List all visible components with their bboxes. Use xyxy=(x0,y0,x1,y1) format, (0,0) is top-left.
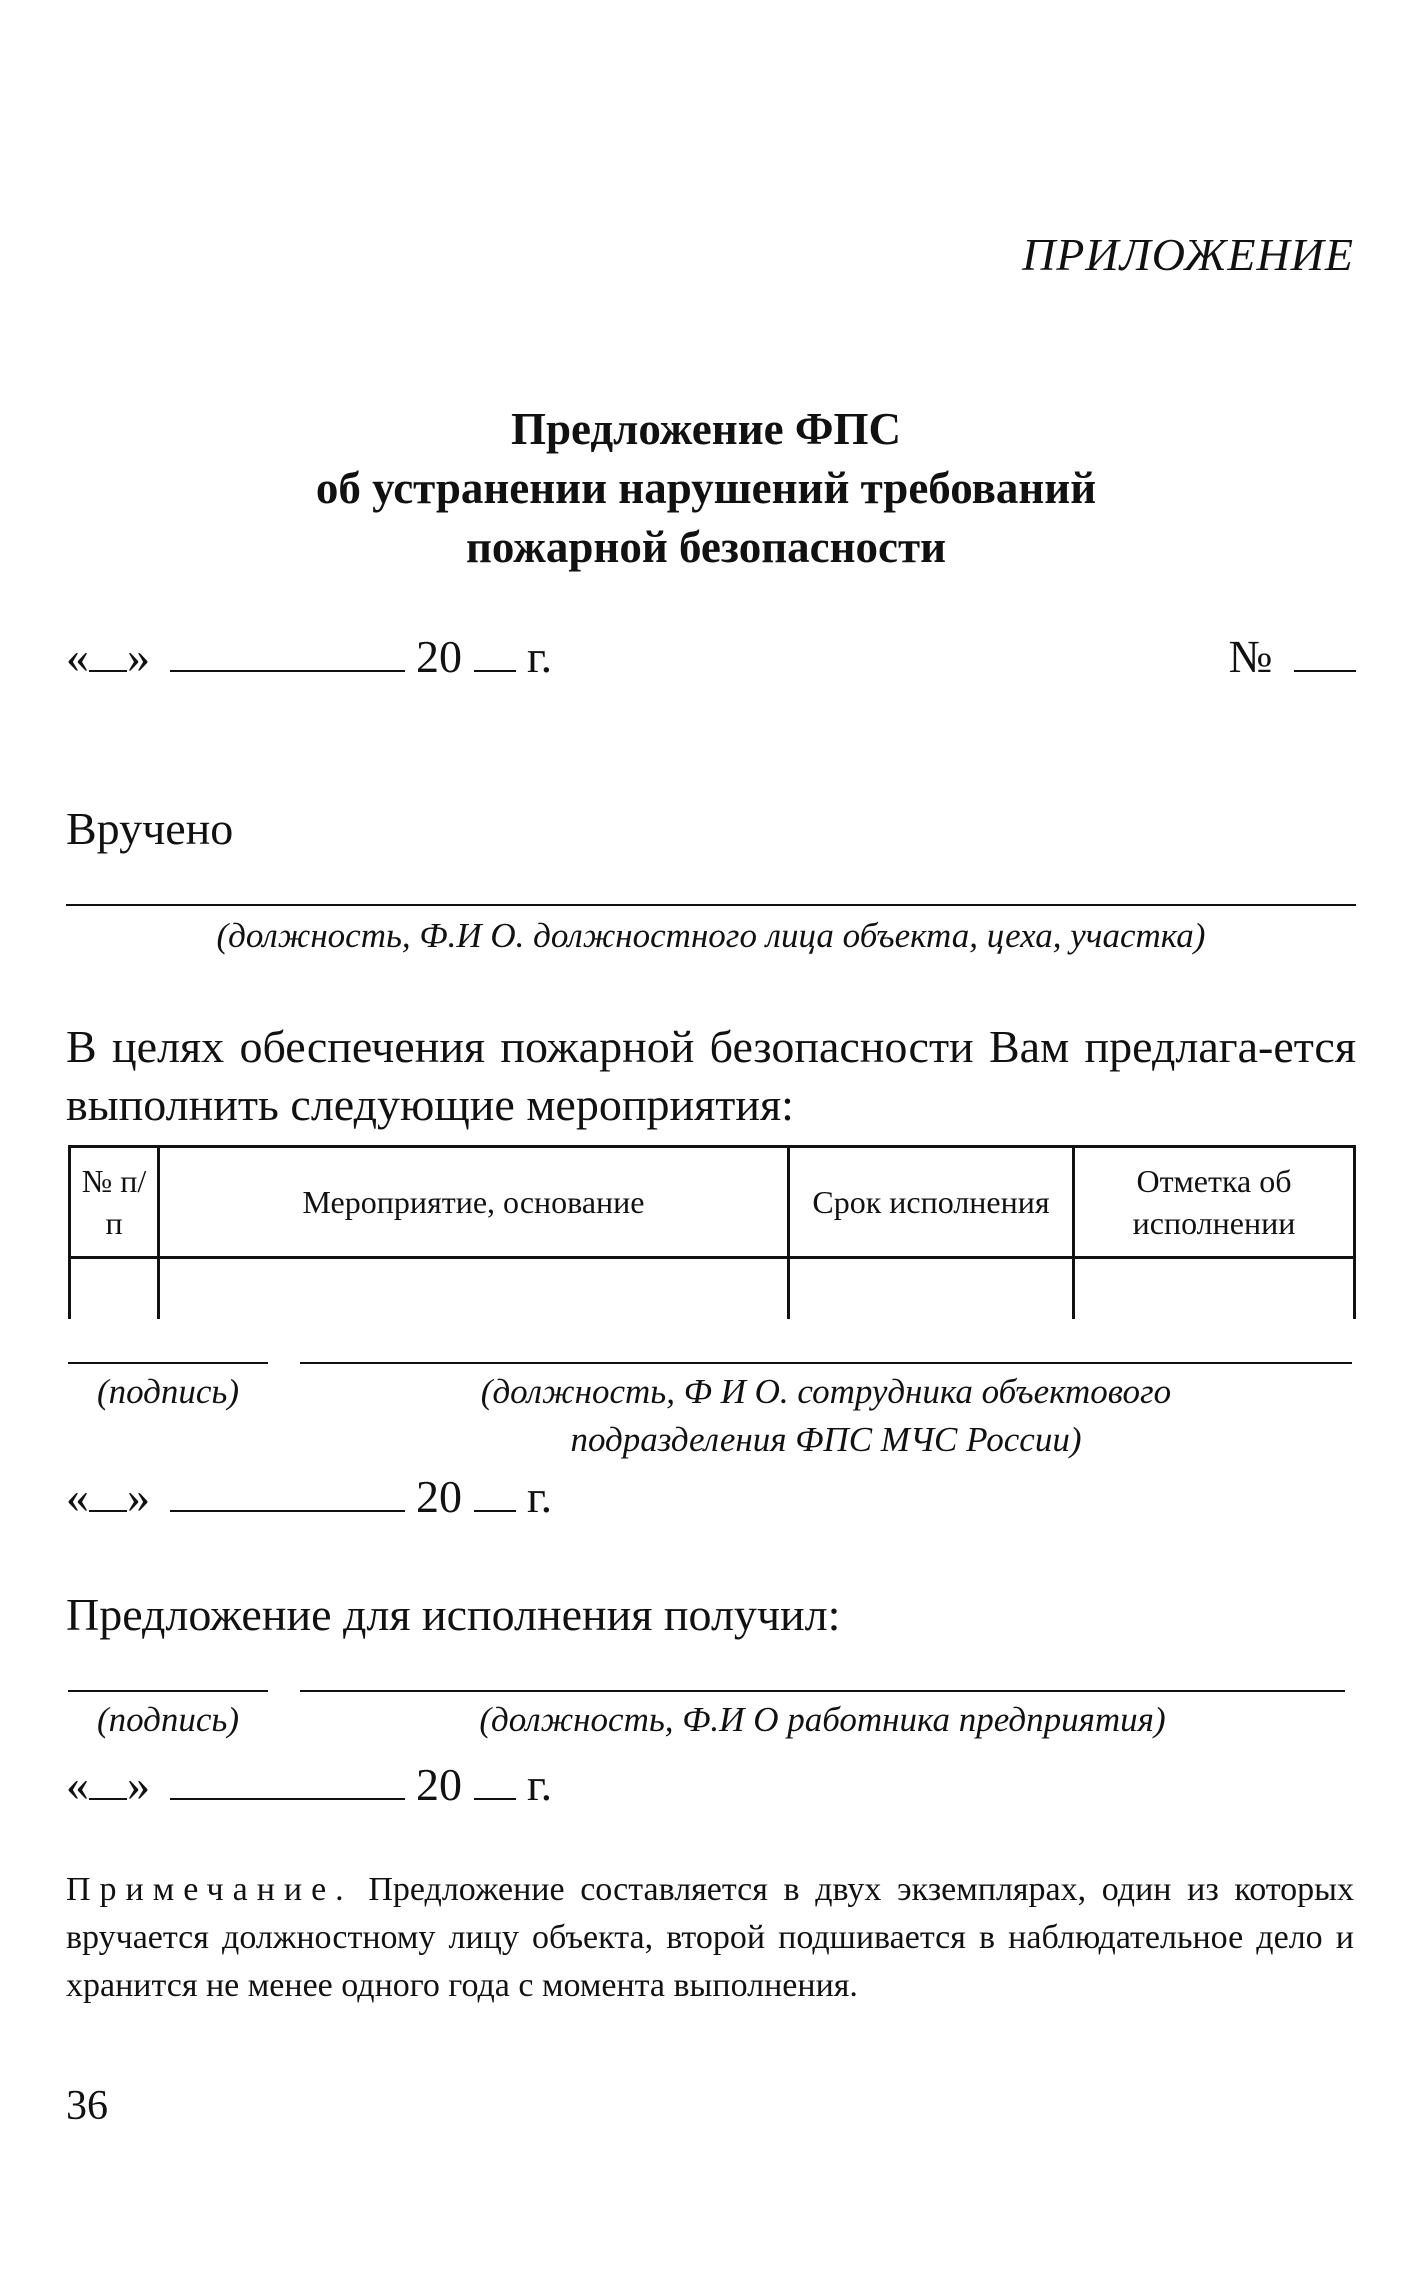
handed-label: Вручено xyxy=(66,803,234,854)
day-blank xyxy=(89,1760,127,1800)
column-header-deadline: Срок исполнения xyxy=(789,1147,1074,1258)
table-cell xyxy=(70,1258,159,1320)
table-cell xyxy=(159,1258,789,1320)
document-title-line-2: об устранении нарушений требований xyxy=(315,463,1097,513)
month-blank xyxy=(170,1472,405,1512)
number-label: № xyxy=(1228,631,1273,682)
fps-name-caption-line-2: подразделения ФПС МЧС России) xyxy=(570,1420,1082,1459)
close-quote: » xyxy=(127,1471,150,1522)
note-paragraph xyxy=(66,1866,1354,2010)
measures-table xyxy=(68,1145,1356,1319)
intro-paragraph: В целях обеспечения пожарной безопасности Вам предлага-ется выполнить следующие мероприятия: xyxy=(66,1021,1356,1130)
appendix-label: ПРИЛОЖЕНИЕ xyxy=(1022,229,1354,280)
page-number: 36 xyxy=(66,2083,108,2129)
year-suffix: г. xyxy=(527,631,553,682)
table-cell xyxy=(789,1258,1074,1320)
date-line-issue xyxy=(66,630,552,683)
date-line-received xyxy=(66,1758,552,1811)
year-blank xyxy=(474,632,516,672)
open-quote: « xyxy=(66,1759,89,1810)
table-row xyxy=(70,1258,1355,1320)
year-blank xyxy=(474,1760,516,1800)
document-title-line-1: Предложение ФПС xyxy=(510,404,902,454)
open-quote: « xyxy=(66,1471,89,1522)
open-quote: « xyxy=(66,631,89,682)
year-prefix: 20 xyxy=(416,1759,462,1810)
number-blank xyxy=(1294,632,1356,672)
year-prefix: 20 xyxy=(416,1471,462,1522)
month-blank xyxy=(170,1760,405,1800)
note-label: Примечание. xyxy=(66,1871,353,1908)
document-number-line xyxy=(1229,630,1356,683)
date-line-fps xyxy=(66,1470,552,1523)
day-blank xyxy=(89,1472,127,1512)
year-blank xyxy=(474,1472,516,1512)
close-quote: » xyxy=(127,1759,150,1810)
year-prefix: 20 xyxy=(416,631,462,682)
received-name-line xyxy=(300,1690,1345,1692)
document-title-line-3: пожарной безопасности xyxy=(465,522,947,572)
fps-signature-line xyxy=(68,1362,268,1364)
received-name-caption: (должность, Ф.И О работника предприятия) xyxy=(479,1700,1166,1739)
handed-caption: (должность, Ф.И О. должностного лица объекта, цеха, участка) xyxy=(216,916,1206,955)
year-suffix: г. xyxy=(527,1471,553,1522)
fps-name-caption-line-1: (должность, Ф И О. сотрудника объектового xyxy=(480,1372,1172,1411)
received-label: Предложение для исполнения получил: xyxy=(66,1589,841,1640)
received-signature-line xyxy=(68,1690,268,1692)
fps-signature-caption: (подпись) xyxy=(96,1372,240,1411)
close-quote: » xyxy=(127,631,150,682)
column-header-number: № п/п xyxy=(70,1147,159,1258)
table-cell xyxy=(1074,1258,1355,1320)
column-header-completion-mark: Отметка об исполнении xyxy=(1074,1147,1355,1258)
month-blank xyxy=(170,632,405,672)
day-blank xyxy=(89,632,127,672)
received-signature-caption: (подпись) xyxy=(96,1700,240,1739)
handed-line xyxy=(66,904,1356,906)
fps-name-line xyxy=(300,1362,1352,1364)
column-header-measure: Мероприятие, основание xyxy=(159,1147,789,1258)
year-suffix: г. xyxy=(527,1759,553,1810)
note-text: Предложение составляется в двух экземплярах, один из которых вручается должностному лицу объекта, второй подшивается в наблюдательное дело и хранится не менее одного года с момента выполнения. xyxy=(66,1871,1354,2004)
